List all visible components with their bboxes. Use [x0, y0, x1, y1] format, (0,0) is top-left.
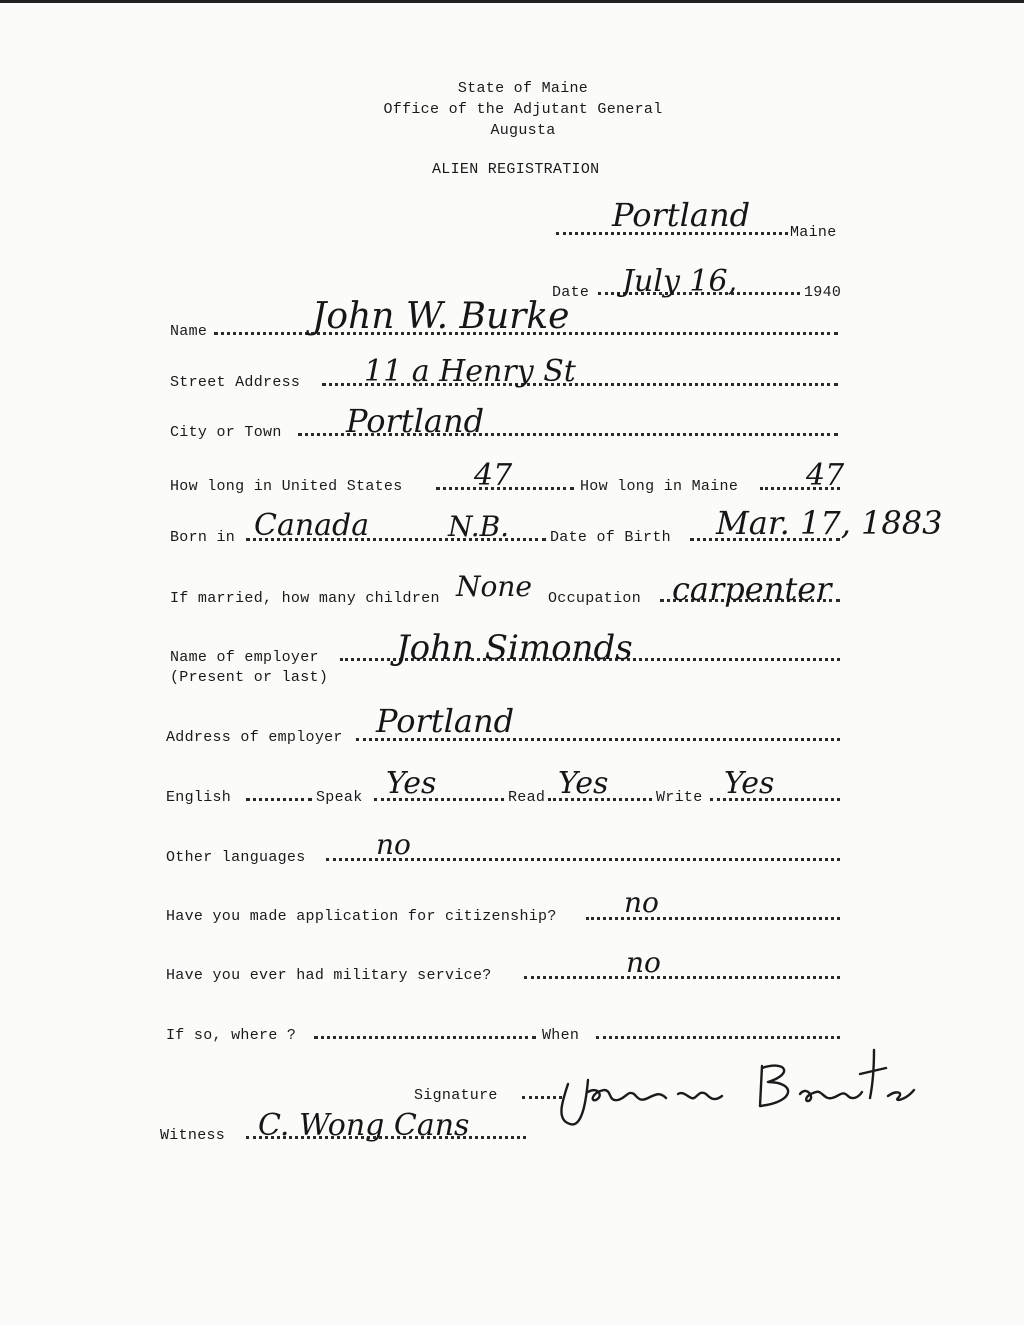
write-label: Write	[656, 789, 703, 806]
us-years-label: How long in United States	[170, 478, 403, 495]
military-entry: no	[626, 946, 661, 979]
top-border	[0, 0, 1024, 3]
header-city: Augusta	[490, 122, 556, 139]
date-entry: July 16,	[622, 264, 738, 299]
employer-label: Name of employer	[170, 649, 319, 666]
maine-years-entry: 47	[806, 458, 845, 493]
born-province-entry: N.B.	[448, 510, 510, 543]
dob-entry: Mar. 17, 1883	[716, 504, 943, 542]
place-entry: Portland	[612, 196, 751, 234]
header-office: Office of the Adjutant General	[383, 101, 663, 118]
speak-entry: Yes	[386, 766, 437, 801]
english-label: English	[166, 789, 232, 806]
employer-address-label: Address of employer	[166, 729, 343, 746]
date-label: Date	[552, 284, 590, 301]
read-label: Read	[508, 789, 546, 806]
employer-sublabel: (Present or last)	[170, 669, 329, 686]
signature-image	[548, 1040, 948, 1130]
speak-label: Speak	[316, 789, 363, 806]
place-state-label: Maine	[790, 224, 837, 241]
read-entry: Yes	[558, 766, 609, 801]
other-languages-entry: no	[376, 828, 411, 861]
english-dots	[246, 798, 312, 801]
write-entry: Yes	[724, 766, 775, 801]
witness-entry: C. Wong Cans	[258, 1108, 470, 1143]
citizenship-label: Have you made application for citizenship?	[166, 908, 557, 925]
form-title: ALIEN REGISTRATION	[432, 161, 600, 178]
occupation-label: Occupation	[548, 590, 642, 607]
occupation-entry: carpenter	[672, 570, 832, 608]
header-state: State of Maine	[457, 80, 589, 97]
us-years-entry: 47	[474, 458, 513, 493]
name-entry: John W. Burke	[312, 296, 570, 337]
city-entry: Portland	[346, 402, 485, 440]
citizenship-entry: no	[624, 886, 659, 919]
witness-label: Witness	[160, 1127, 226, 1144]
signature-label: Signature	[414, 1087, 498, 1104]
military-dots	[524, 976, 840, 979]
employer-address-entry: Portland	[376, 702, 515, 740]
city-label: City or Town	[170, 424, 282, 441]
street-entry: 11 a Henry St	[364, 354, 576, 389]
when-label: When	[542, 1027, 580, 1044]
children-label: If married, how many children	[170, 590, 440, 607]
dob-label: Date of Birth	[550, 529, 671, 546]
military-label: Have you ever had military service?	[166, 967, 492, 984]
name-label: Name	[170, 323, 208, 340]
where-dots	[314, 1036, 536, 1039]
maine-years-label: How long in Maine	[580, 478, 739, 495]
street-label: Street Address	[170, 374, 301, 391]
born-label: Born in	[170, 529, 236, 546]
when-dots	[596, 1036, 840, 1039]
employer-entry: John Simonds	[396, 628, 633, 668]
born-country-entry: Canada	[254, 508, 370, 543]
other-languages-label: Other languages	[166, 849, 306, 866]
where-label: If so, where ?	[166, 1027, 297, 1044]
children-entry: None	[456, 570, 532, 603]
date-year: 1940	[804, 284, 842, 301]
